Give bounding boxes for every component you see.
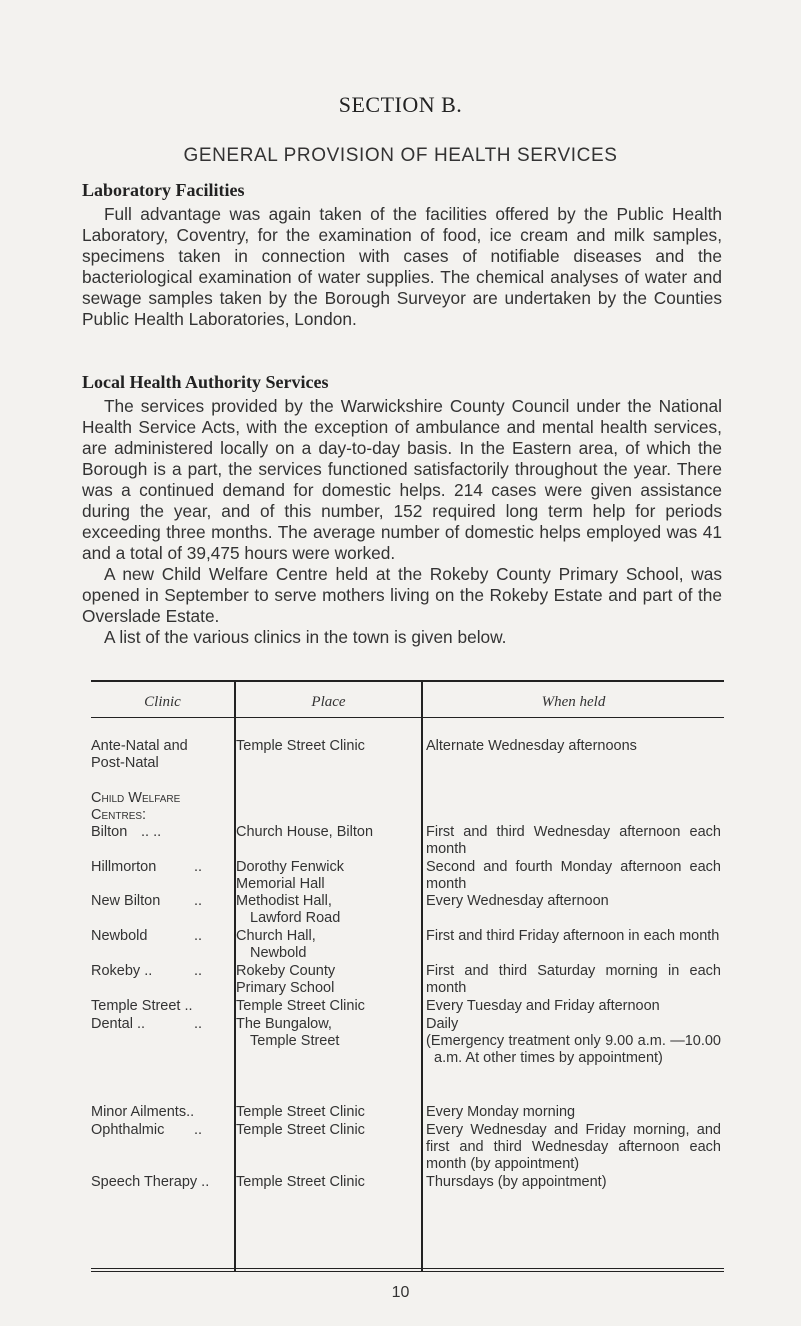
place-line-1: The Bungalow, bbox=[236, 1016, 332, 1032]
place-line-1: Church Hall, bbox=[236, 928, 316, 944]
leader-dots: .. bbox=[194, 893, 203, 909]
when-line: Daily bbox=[426, 1016, 459, 1032]
laboratory-text: Full advantage was again taken of the facilities offered by the Public Health Laboratory, Coventry, for the examination of food, ice cream and milk samples, specimens taken in connection with cases of notifiable diseases and the bacteriological examination of water supplies. The chemical analyses of water and sewage samples taken by the Borough Surveyor are undertaken by the Counties Public Health Laboratories, London. bbox=[82, 204, 722, 329]
clinic-cell: Newbold bbox=[91, 928, 148, 944]
laboratory-heading: Laboratory Facilities bbox=[82, 180, 245, 200]
laboratory-paragraph bbox=[82, 204, 722, 330]
place-cell: Temple Street Clinic bbox=[236, 1122, 365, 1138]
place-line-2: Newbold bbox=[250, 945, 307, 961]
clinic-cell: Ante-Natal and Post-Natal bbox=[91, 738, 188, 771]
clinic-cell: Minor Ailments.. bbox=[91, 1104, 195, 1120]
place-cell: Temple Street Clinic bbox=[236, 738, 365, 754]
when-cell bbox=[426, 1016, 721, 1067]
clinic-cell: Hillmorton bbox=[91, 859, 157, 875]
when-cell: Every Tuesday and Friday afternoon bbox=[426, 998, 660, 1014]
when-cell: First and third Saturday morning in each month bbox=[426, 963, 721, 996]
when-cell: Second and fourth Monday afternoon each month bbox=[426, 859, 721, 892]
section-title: SECTION B. bbox=[338, 92, 463, 117]
leader-dots: .. bbox=[194, 1016, 203, 1032]
table-bottom-rule-1 bbox=[91, 1268, 724, 1269]
clinic-cell: Bilton bbox=[91, 824, 128, 840]
leader-dots: .. bbox=[194, 928, 203, 944]
column-header-when: When held bbox=[541, 694, 606, 710]
when-cell: Every Wednesday afternoon bbox=[426, 893, 609, 909]
table-top-rule bbox=[91, 680, 724, 682]
when-cell: Every Wednesday and Friday morning, and first and third Wednesday afternoon each month (by appointment) bbox=[426, 1122, 721, 1172]
clinic-cell: Ophthalmic bbox=[91, 1122, 165, 1138]
clinic-cell: Speech Therapy .. bbox=[91, 1174, 210, 1190]
place-cell bbox=[236, 928, 426, 962]
place-line-1: Methodist Hall, bbox=[236, 893, 332, 909]
when-cell: First and third Wednesday afternoon each month bbox=[426, 824, 721, 857]
when-cell: First and third Friday afternoon in each month bbox=[426, 928, 720, 944]
local-paragraph-3: A list of the various clinics in the town is given below. bbox=[104, 627, 507, 647]
when-note: (Emergency treatment only 9.00 a.m. —10.00 a.m. At other times by appointment) bbox=[426, 1033, 721, 1066]
leader-dots: .. .. bbox=[141, 824, 162, 840]
local-services-paragraphs bbox=[82, 396, 722, 648]
place-cell bbox=[236, 1016, 426, 1050]
page-title: GENERAL PROVISION OF HEALTH SERVICES bbox=[183, 145, 618, 166]
when-cell: Alternate Wednesday afternoons bbox=[426, 738, 637, 754]
place-cell: Dorothy Fenwick Memorial Hall bbox=[236, 859, 344, 892]
page-number: 10 bbox=[391, 1284, 410, 1301]
local-services-heading: Local Health Authority Services bbox=[82, 372, 329, 392]
local-paragraph-2: A new Child Welfare Centre held at the Rokeby County Primary School, was opened in September to serve mothers living on the Rokeby Estate and part of the Overslade Estate. bbox=[82, 564, 722, 626]
leader-dots: .. bbox=[194, 963, 203, 979]
place-cell: Temple Street Clinic bbox=[236, 998, 365, 1014]
clinic-cell: Dental .. bbox=[91, 1016, 145, 1032]
place-cell: Church House, Bilton bbox=[236, 824, 374, 840]
place-cell: Temple Street Clinic bbox=[236, 1104, 365, 1120]
clinic-cell: Rokeby .. bbox=[91, 963, 153, 979]
place-line-2: Lawford Road bbox=[250, 910, 341, 926]
column-header-place: Place bbox=[311, 694, 346, 710]
place-line-2: Temple Street bbox=[250, 1033, 340, 1049]
leader-dots: .. bbox=[194, 859, 203, 875]
clinic-cell: Temple Street .. bbox=[91, 998, 193, 1014]
clinic-group-cell: Child Welfare Centres: bbox=[91, 790, 181, 823]
place-cell bbox=[236, 893, 426, 927]
leader-dots: .. bbox=[194, 1122, 203, 1138]
place-cell: Temple Street Clinic bbox=[236, 1174, 365, 1190]
column-header-clinic: Clinic bbox=[144, 694, 181, 710]
table-bottom-rule-2 bbox=[91, 1271, 724, 1272]
clinic-cell: New Bilton bbox=[91, 893, 161, 909]
when-cell: Thursdays (by appointment) bbox=[426, 1174, 607, 1190]
table-header-rule bbox=[91, 717, 724, 718]
place-cell: Rokeby County Primary School bbox=[236, 963, 336, 996]
local-paragraph-1: The services provided by the Warwickshire County Council under the National Health Service Acts, with the exception of ambulance and mental health services, are administered locally on a day-to-day basis. In the Eastern area, of which the Borough is a part, the services functioned satisfactorily throughout the year. There was a continued demand for domestic helps. 214 cases were given assistance during the year, and of this number, 152 required long term help for periods exceeding three months. The average number of domestic helps employed was 41 and a total of 39,475 hours were worked. bbox=[82, 396, 722, 563]
when-cell: Every Monday morning bbox=[426, 1104, 576, 1120]
